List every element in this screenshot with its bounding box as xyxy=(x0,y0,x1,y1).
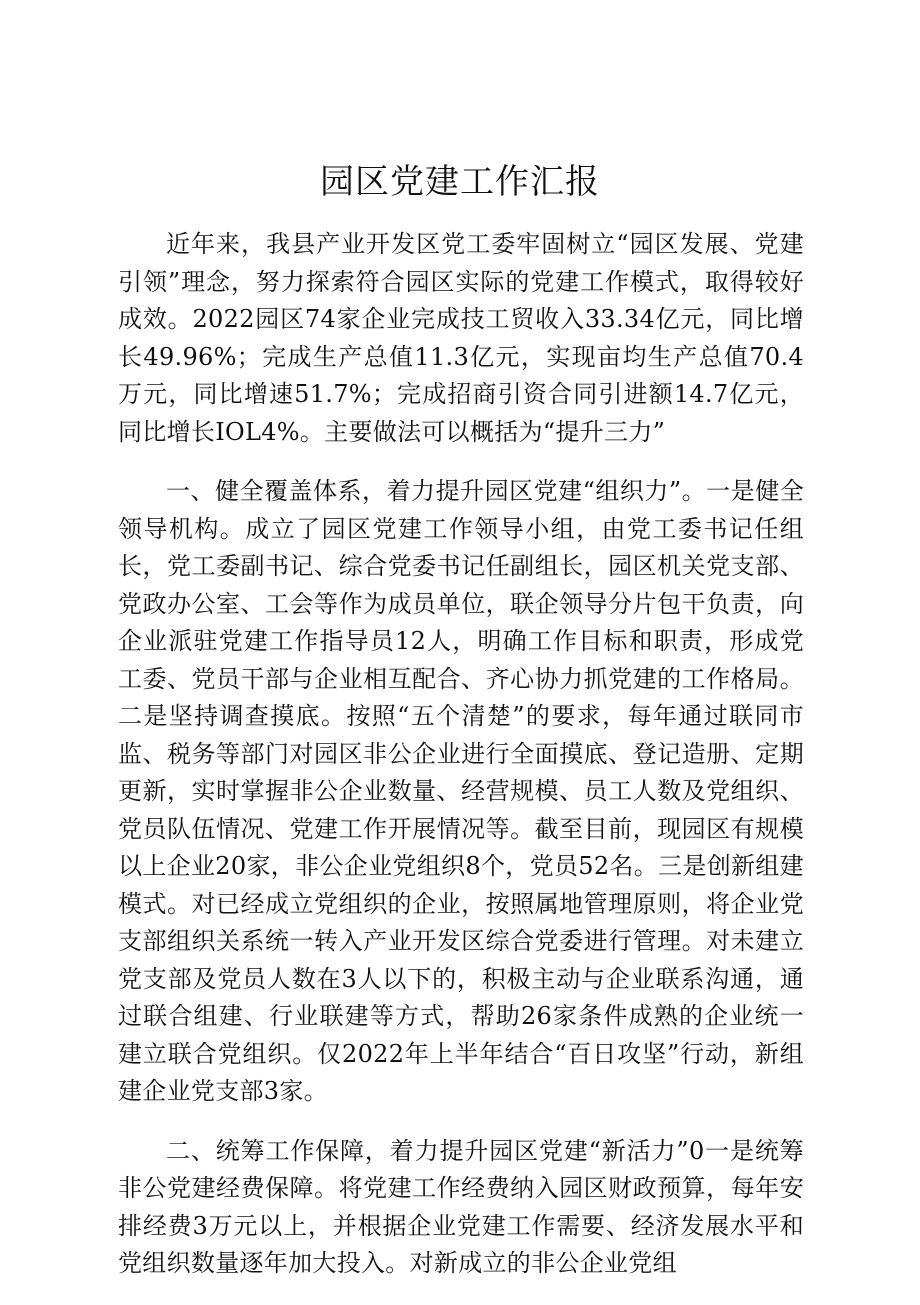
paragraph-intro: 近年来，我县产业开发区党工委牢固树立“园区发展、党建引领”理念，努力探索符合园区实际的党建工作模式，取得较好成效。2022园区74家企业完成技工贸收入33.34亿元，同比增长49.96%；完成生产总值11.3亿元，实现亩均生产总值70.4万元，同比增速51.7%；完成招商引资合同引进额14.7亿元，同比增长IOL4%。主要做法可以概括为“提升三力” xyxy=(118,230,804,446)
paragraph-section-one: 一、健全覆盖体系，着力提升园区党建“组织力”。一是健全领导机构。成立了园区党建工作领导小组，由党工委书记任组长，党工委副书记、综合党委书记任副组长，园区机关党支部、党政办公室、工会等作为成员单位，联企领导分片包干负责，向企业派驻党建工作指导员12人，明确工作目标和职责，形成党工委、党员干部与企业相互配合、齐心协力抓党建的工作格局。二是坚持调查摸底。按照“五个清楚”的要求，每年通过联同市监、税务等部门对园区非公企业进行全面摸底、登记造册、定期更新，实时掌握非公企业数量、经营规模、员工人数及党组织、党员队伍情况、党建工作开展情况等。截至目前，现园区有规模以上企业20家，非公企业党组织8个，党员52名。三是创新组建模式。对已经成立党组织的企业，按照属地管理原则，将企业党支部组织关系统一转入产业开发区综合党委进行管理。对未建立党支部及党员人数在3人以下的，积极主动与企业联系沟通，通过联合组建、行业联建等方式，帮助26家条件成熟的企业统一建立联合党组织。仅2022年上半年结合“百日攻坚”行动，新组建企业党支部3家。 xyxy=(118,477,804,1105)
paragraph-section-two: 二、统筹工作保障，着力提升园区党建“新活力”0一是统筹非公党建经费保障。将党建工作经费纳入园区财政预算，每年安排经费3万元以上，并根据企业党建工作需要、经济发展水平和党组织数量逐年加大投入。对新成立的非公企业党组 xyxy=(118,1136,804,1277)
document-body xyxy=(118,226,804,1305)
document-title: 园区党建工作汇报 xyxy=(320,162,600,202)
